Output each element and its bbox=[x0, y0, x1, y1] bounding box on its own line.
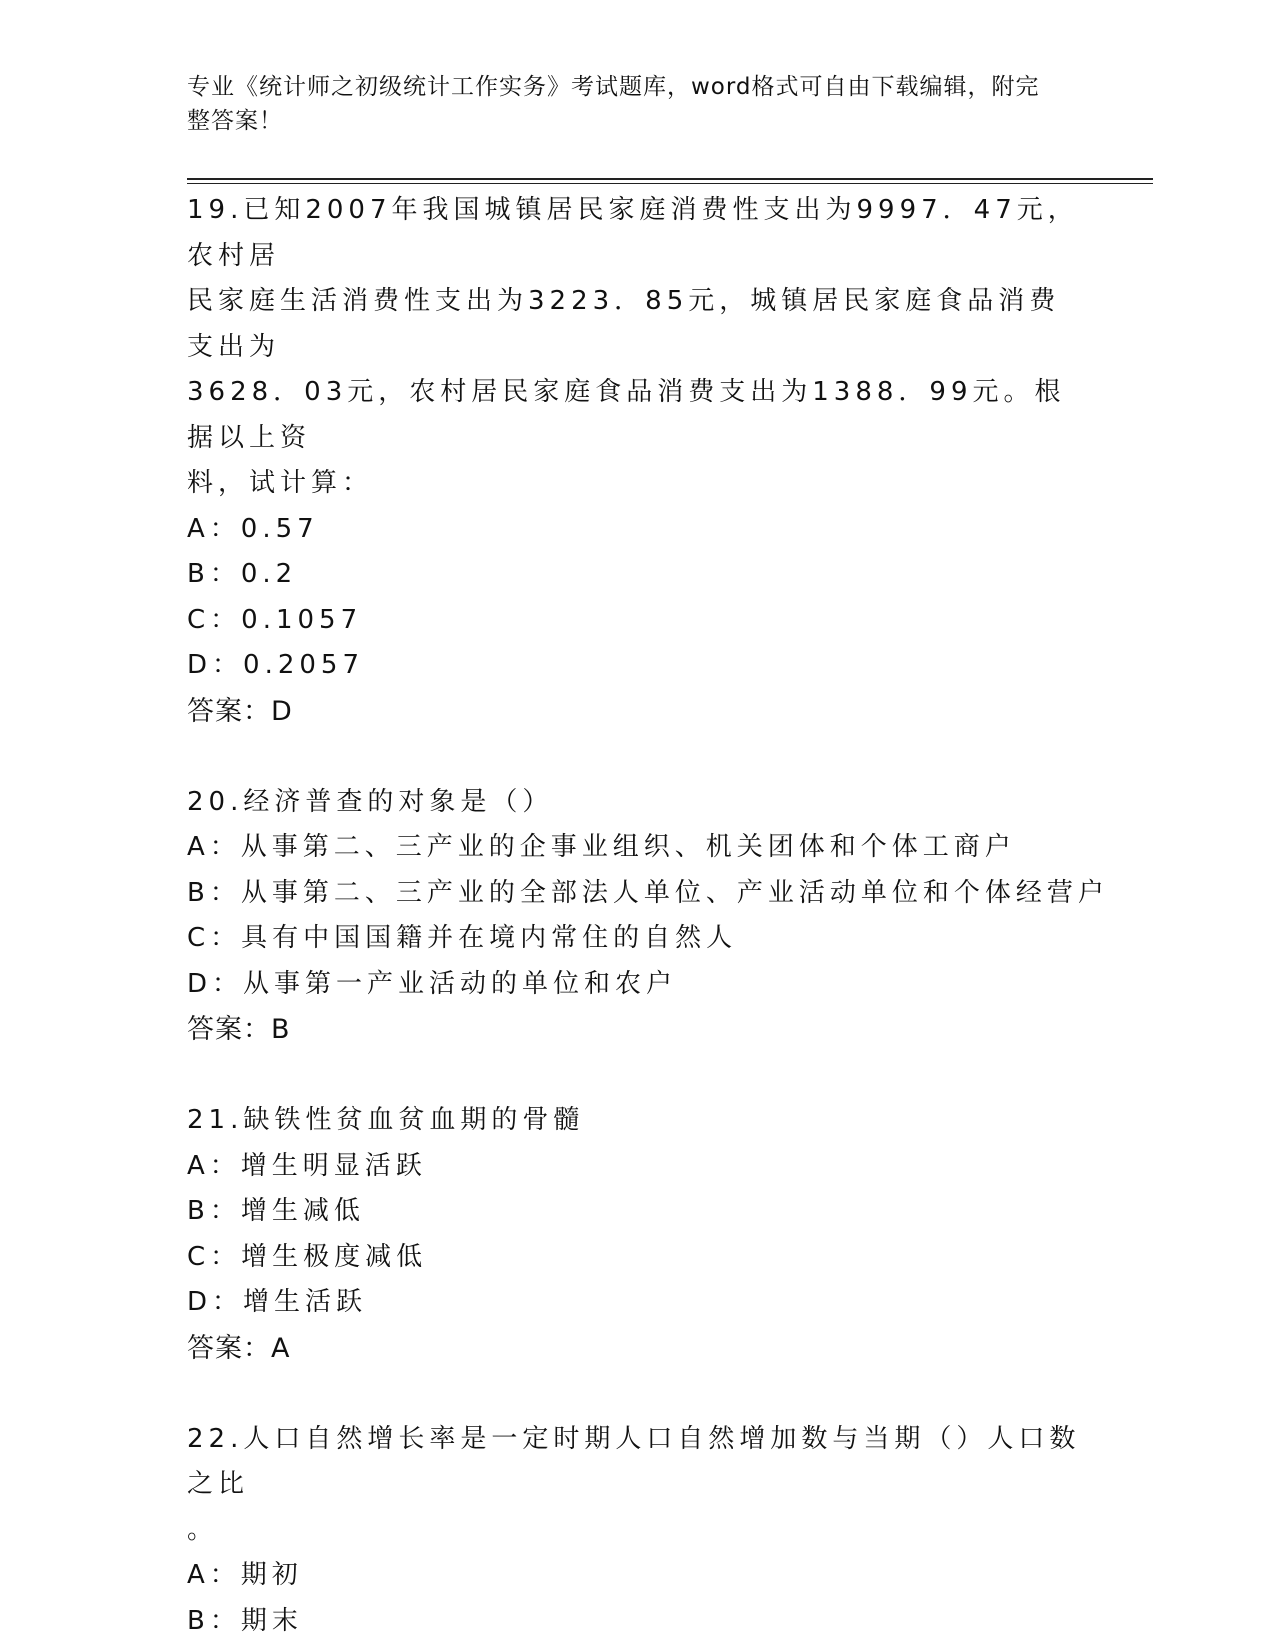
option-a: A：期初 bbox=[187, 1560, 303, 1590]
option-d: D：从事第一产业活动的单位和农户 bbox=[187, 968, 678, 999]
question-stem-line: 20.经济普查的对象是（） bbox=[187, 786, 554, 817]
question-stem-line: 料，试计算： bbox=[187, 468, 374, 498]
question-list bbox=[187, 188, 1109, 1644]
answer-line: 答案：B bbox=[187, 1014, 291, 1045]
question-stem-line: 3628．03元，农村居民家庭食品消费支出为1388．99元。根据以上资 bbox=[187, 377, 1066, 453]
question-stem-line: 19.已知2007年我国城镇居民家庭消费性支出为9997．47元，农村居 bbox=[187, 195, 1079, 271]
option-a: A：0.57 bbox=[187, 513, 319, 544]
question-20 bbox=[187, 780, 1109, 1053]
question-stem-line: 民家庭生活消费性支出为3223．85元，城镇居民家庭食品消费支出为 bbox=[187, 286, 1061, 362]
option-b: B：增生减低 bbox=[187, 1196, 365, 1226]
option-d: D：增生活跃 bbox=[187, 1287, 368, 1317]
question-gap bbox=[187, 1053, 1087, 1099]
option-b: B：从事第二、三产业的全部法人单位、产业活动单位和个体经营户 bbox=[187, 877, 1109, 908]
header-line-2: 整答案！ bbox=[187, 108, 283, 134]
option-a: A：增生明显活跃 bbox=[187, 1150, 427, 1181]
answer-line: 答案：D bbox=[187, 695, 293, 727]
question-stem-line: 。 bbox=[187, 1514, 219, 1545]
option-b: B：期末 bbox=[187, 1605, 303, 1636]
document-header bbox=[187, 70, 1067, 138]
option-c: C：具有中国国籍并在境内常住的自然人 bbox=[187, 923, 738, 953]
option-b: B：0.2 bbox=[187, 559, 298, 589]
header-rule-thick bbox=[187, 178, 1153, 180]
option-c: C：增生极度减低 bbox=[187, 1241, 428, 1272]
question-gap bbox=[187, 734, 1087, 780]
option-d: D：0.2057 bbox=[187, 650, 364, 680]
option-a: A：从事第二、三产业的企事业组织、机关团体和个体工商户 bbox=[187, 832, 1016, 862]
question-19 bbox=[187, 188, 1087, 734]
question-22 bbox=[187, 1417, 1087, 1645]
header-line-1: 专业《统计师之初级统计工作实务》考试题库，word格式可自由下载编辑，附完 bbox=[187, 74, 1040, 100]
question-gap bbox=[187, 1371, 1087, 1417]
question-21 bbox=[187, 1098, 1087, 1371]
answer-line: 答案：A bbox=[187, 1332, 291, 1364]
option-c: C：0.1057 bbox=[187, 604, 363, 635]
header-rule-thin bbox=[187, 183, 1153, 184]
question-stem-line: 22.人口自然增长率是一定时期人口自然增加数与当期（）人口数之比 bbox=[187, 1423, 1081, 1499]
question-stem-line: 21.缺铁性贫血贫血期的骨髓 bbox=[187, 1105, 585, 1135]
